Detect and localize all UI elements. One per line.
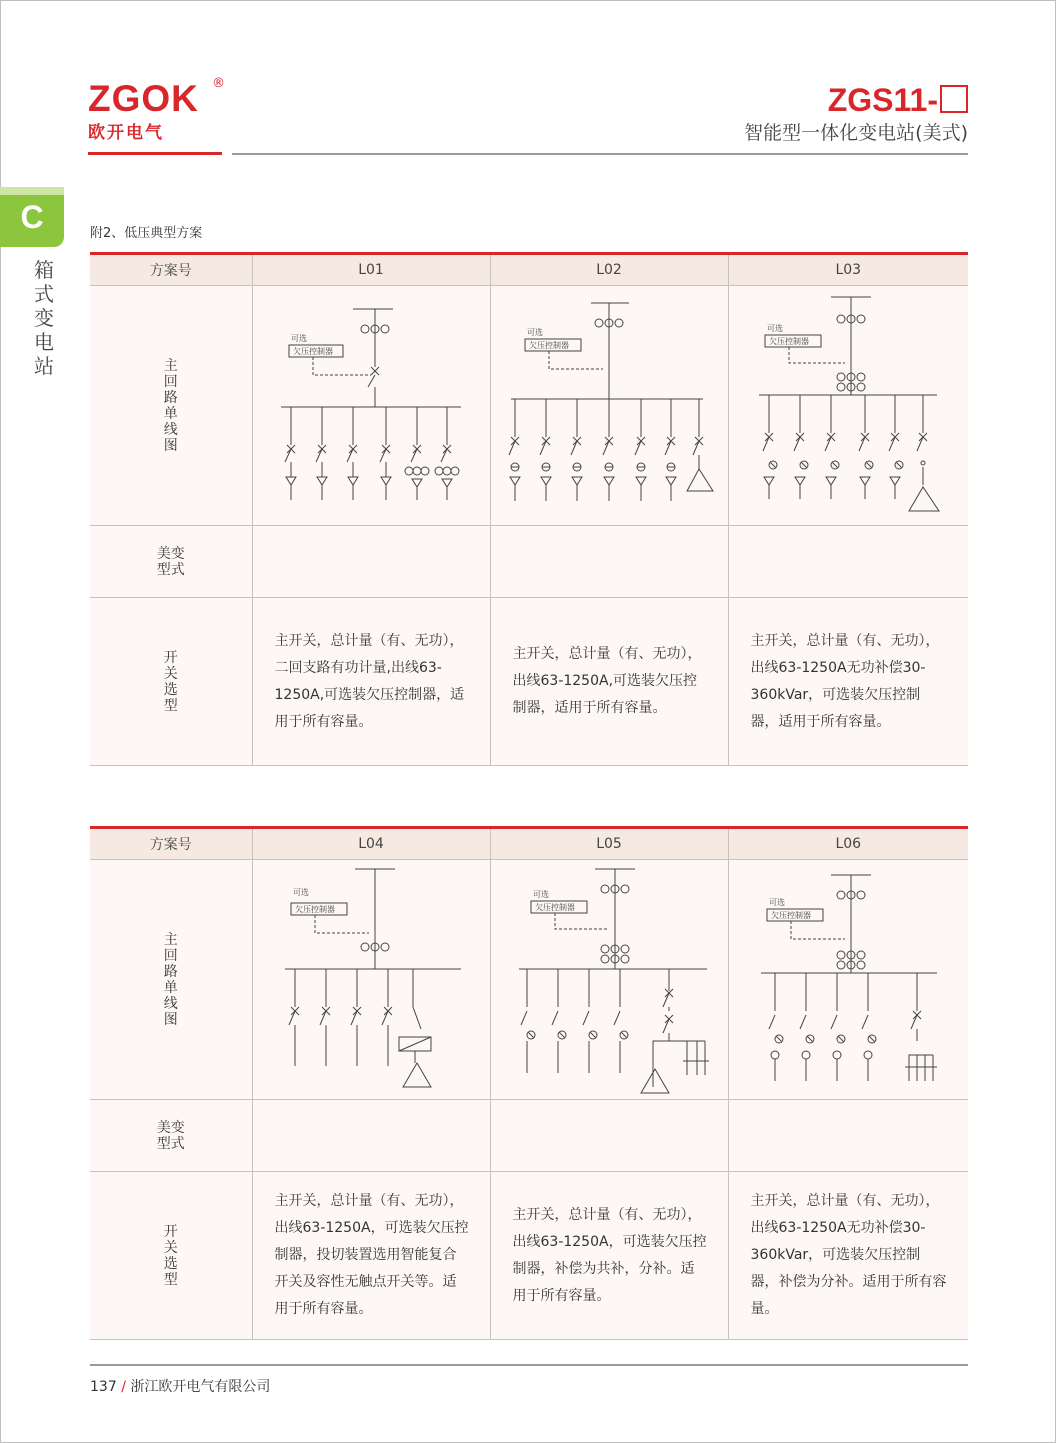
model-placeholder-box bbox=[940, 85, 968, 113]
scheme-code: L02 bbox=[490, 254, 728, 286]
single-line-diagram-L04 bbox=[253, 861, 489, 1099]
transformer-cell bbox=[728, 526, 968, 598]
uv-controller-text: 欠压控制器 bbox=[771, 910, 812, 920]
transformer-row bbox=[90, 1100, 968, 1172]
scheme-header-row bbox=[90, 828, 968, 860]
switch-description: 主开关，总计量（有、无功），出线63-1250A，可选装欠压控制器，补偿为共补，分补。适用于所有容量。 bbox=[490, 1172, 728, 1340]
scheme-no-label: 方案号 bbox=[90, 254, 252, 286]
diagram-cell bbox=[728, 860, 968, 1100]
optional-text: 可选 bbox=[767, 323, 784, 333]
diagram-cell bbox=[252, 286, 490, 526]
footer-separator: / bbox=[121, 1379, 126, 1395]
diagram-cell bbox=[252, 860, 490, 1100]
header-divider bbox=[232, 153, 968, 155]
switch-row-label: 开关选型 bbox=[163, 1223, 178, 1288]
uv-controller-text: 欠压控制器 bbox=[293, 346, 333, 356]
uv-controller-text: 欠压控制器 bbox=[535, 902, 575, 912]
diagram-row bbox=[90, 286, 968, 526]
switch-description: 主开关，总计量（有、无功），二回支路有功计量,出线63-1250A,可选装欠压控制器，适用于所有容量。 bbox=[252, 598, 490, 766]
diagram-row bbox=[90, 860, 968, 1100]
logo-text: ZGOK bbox=[88, 78, 199, 119]
diagram-cell bbox=[490, 860, 728, 1100]
switch-description: 主开关，总计量（有、无功），出线63-1250A无功补偿30-360kVar，可选装欠压控制器，补偿为分补。适用于所有容量。 bbox=[728, 1172, 968, 1340]
uv-controller-text: 欠压控制器 bbox=[295, 904, 335, 914]
scheme-code: L01 bbox=[252, 254, 490, 286]
optional-text: 可选 bbox=[527, 327, 543, 337]
model-number bbox=[828, 82, 968, 119]
optional-text: 可选 bbox=[769, 897, 786, 907]
scheme-code: L05 bbox=[490, 828, 728, 860]
brand-logo bbox=[88, 76, 238, 143]
transformer-cell bbox=[728, 1100, 968, 1172]
diagram-row-label: 主回路单线图 bbox=[163, 931, 178, 1028]
transformer-row-label: 美变型式 bbox=[156, 545, 185, 578]
footer-divider bbox=[90, 1364, 968, 1366]
switch-description: 主开关，总计量（有、无功），出线63-1250A无功补偿30-360kVar，可选装欠压控制器，适用于所有容量。 bbox=[728, 598, 968, 766]
switch-row bbox=[90, 1172, 968, 1340]
diagram-cell bbox=[728, 286, 968, 526]
transformer-cell bbox=[490, 526, 728, 598]
diagram-cell bbox=[490, 286, 728, 526]
optional-text: 可选 bbox=[291, 333, 307, 343]
transformer-row bbox=[90, 526, 968, 598]
optional-text: 可选 bbox=[533, 889, 549, 899]
single-line-diagram-L03 bbox=[729, 287, 967, 525]
logo-underline bbox=[88, 152, 222, 155]
switch-description: 主开关，总计量（有、无功），出线63-1250A，可选装欠压控制器，投切装置选用智能复合开关及容性无触点开关等。适用于所有容量。 bbox=[252, 1172, 490, 1340]
section-tab: C bbox=[0, 195, 64, 247]
switch-row-label: 开关选型 bbox=[163, 649, 178, 714]
uv-controller-text: 欠压控制器 bbox=[769, 336, 810, 346]
single-line-diagram-L06 bbox=[729, 861, 967, 1099]
uv-controller-text: 欠压控制器 bbox=[529, 340, 569, 350]
switch-row bbox=[90, 598, 968, 766]
switch-description: 主开关，总计量（有、无功），出线63-1250A,可选装欠压控制器，适用于所有容量。 bbox=[490, 598, 728, 766]
single-line-diagram-L02 bbox=[491, 287, 727, 525]
page-number: 137 bbox=[90, 1379, 117, 1395]
transformer-cell bbox=[252, 1100, 490, 1172]
scheme-no-label: 方案号 bbox=[90, 828, 252, 860]
company-name: 浙江欧开电气有限公司 bbox=[130, 1379, 271, 1395]
section-category: 箱式变电站 bbox=[34, 258, 54, 378]
scheme-table-1 bbox=[90, 252, 968, 766]
table-caption: 附2、低压典型方案 bbox=[90, 226, 203, 241]
page-footer bbox=[90, 1376, 270, 1396]
scheme-code: L06 bbox=[728, 828, 968, 860]
logo-chinese-name: 欧开电气 bbox=[88, 123, 164, 143]
scheme-header-row bbox=[90, 254, 968, 286]
product-subtitle: 智能型一体化变电站(美式) bbox=[744, 122, 968, 144]
transformer-cell bbox=[490, 1100, 728, 1172]
optional-text: 可选 bbox=[293, 887, 309, 897]
tab-bar bbox=[0, 187, 64, 195]
registered-mark: ® bbox=[212, 76, 225, 91]
single-line-diagram-L05 bbox=[491, 861, 727, 1099]
model-text: ZGS11- bbox=[827, 82, 938, 118]
scheme-code: L04 bbox=[252, 828, 490, 860]
feeder-group bbox=[285, 407, 459, 500]
transformer-row-label: 美变型式 bbox=[156, 1119, 185, 1152]
diagram-row-label: 主回路单线图 bbox=[163, 357, 178, 454]
transformer-cell bbox=[252, 526, 490, 598]
scheme-table-2 bbox=[90, 826, 968, 1340]
scheme-code: L03 bbox=[728, 254, 968, 286]
single-line-diagram-L01 bbox=[253, 287, 489, 525]
